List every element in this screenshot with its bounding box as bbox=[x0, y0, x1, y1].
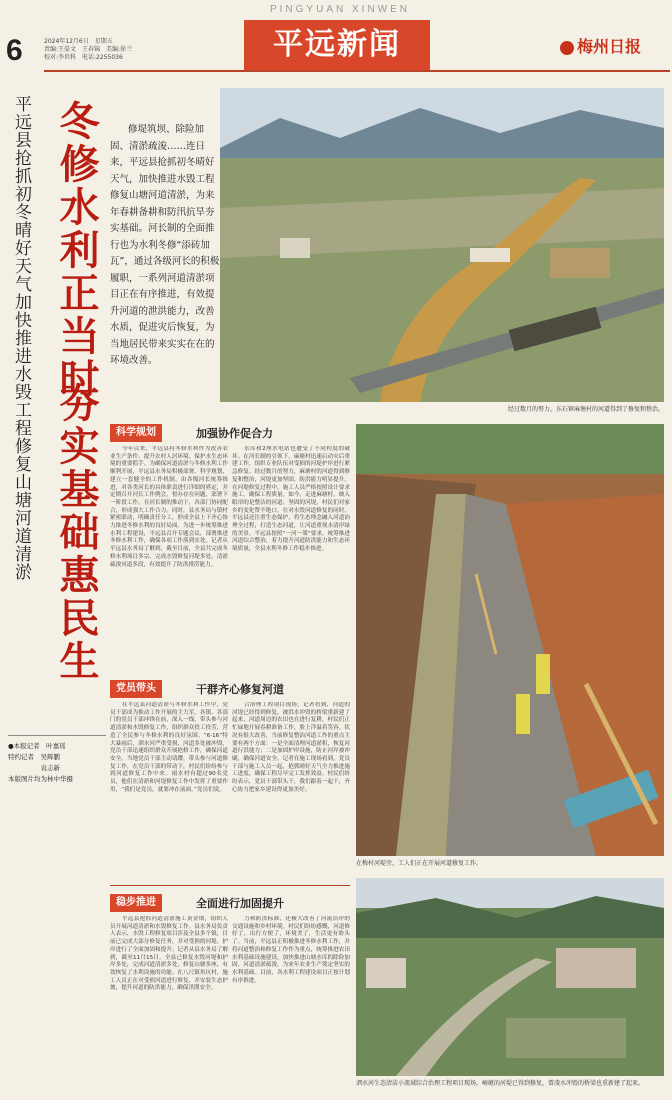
proof-line: 校对:李世科 电话:2255036 bbox=[44, 54, 123, 61]
riverbank-workers-image bbox=[356, 424, 664, 856]
middle-photo-caption: 在梅村河堤旁，工人们正在开展河道修复工作。 bbox=[356, 860, 483, 867]
masthead-rule bbox=[44, 70, 670, 72]
top-photo-river-aerial bbox=[220, 88, 664, 402]
lead-paragraph: 修堤筑坝、除险加固、清淤疏浚……连日来，平远县抢抓初冬晴好天气，加快推进水毁工程修复山塘河道清淤，为来年春耕备耕和防汛抗旱夯实基础。河长制的全面推行也为水利冬修“添砖加瓦”，通过各级河长的积极履职，一系列河道清淤项目正在有序推进，有效提升河道的泄洪能力，改善水质，促进灾后恢复，为当地居民带来实实在在的环境改善。 bbox=[110, 124, 220, 366]
byline-credits bbox=[8, 741, 106, 785]
section-tag: 稳步推进 bbox=[110, 894, 162, 912]
credit-line: 袁志新 bbox=[8, 764, 60, 772]
logo-text: 梅州日报 bbox=[577, 37, 642, 56]
section-3-column-2: 力和防洪标准，还极大改善了河流沿岸的交通设施和乡村环境。村民们纷纷感慨，河道修好了，出行方便了，环境美了，生活更有盼头了。当前，平远县正积极推进冬修水利工作，并将河道整治和修复工作作为重点，统筹推进农田水利基础设施建设，加快推进山塘水库的除险加固，河道清淤疏浚，为来年农业生产奠定坚实的水利基础。目前，各水利工程建设项目正按计划有序推进。 bbox=[232, 916, 350, 984]
date-line: 2024年12月6日 星期五 bbox=[44, 38, 113, 45]
section-divider bbox=[110, 885, 350, 886]
masthead-pinyin: PINGYUAN XINWEN bbox=[269, 4, 410, 15]
section-tag: 科学规划 bbox=[110, 424, 162, 442]
river-landscape-image bbox=[220, 88, 664, 402]
issue-meta bbox=[44, 38, 234, 62]
river-valley-image bbox=[356, 878, 664, 1076]
newspaper-logo bbox=[560, 34, 641, 57]
plum-blossom-icon bbox=[560, 41, 574, 55]
section-heading: 加强协作促合力 bbox=[196, 427, 273, 440]
section-1-column-2: 水库和2座水电站也遭受了不同程度的破坏。在河长制的引领下，麻塘村迅速启动灾后重建工作，组织专业队伍对受损的河堤护岸进行紧急修复。经过数月的努力，麻塘村的河道得到修复和整治，河堤更加坚固，防洪能力明显提升。在河堤修复过程中，施工人员严格按照设计要求施工，确保工程质量。如今，走进麻塘村，映入眼帘的是整洁的河道、坚固的河堤，村民们对家乡的变化赞不绝口。在对水毁河道修复的同时，平远县还注重生态保护，将生态理念融入河道治理全过程，打造生态河道，让河道重现水清岸绿的美景。平远县按照“一河一策”要求，统筹推进河道综合整治，着力提升河道防洪能力和生态环境质量，全县水利冬修工作稳步推进。 bbox=[232, 446, 350, 553]
bottom-photo-caption: 泗水河生态清洁小流域综合治理工程项目现场，崎岖的河堤已得到修复，曾凌水冲毁的桥梁也重新建了起来。 bbox=[356, 1080, 645, 1087]
section-3-column-1: 平远县抢抓河道清淤施工黄金期，组织人员开展河道清淤和水毁修复工作。县水务局负责人表示，水毁工程修复项目涉及全县多个镇，目前已完成大部分修复任务，并对受损的河堤、护岸进行了全面加固和提升。记者从县水务局了解到，截至11月15日，全县已修复水毁河堤和护岸多处，完成河道清淤多处，修复山塘多座，有效恢复了水利设施的功能。在八尺镇角坑村，施工人员正在对受损河道进行修复，并安装生态护坡，提升河道的防洪能力，确保汛期安全。 bbox=[110, 916, 228, 992]
headline-line-1: 冬修水利正当时 bbox=[53, 100, 100, 401]
credit-line: 本版图片均为林中华摄 bbox=[8, 775, 73, 783]
section-2-column-2: 合治理工程项目现场，记者看到，河道的河堤已经得到修复，被洪水冲毁的桥梁重新建了起来，河道周边的农田也在进行复耕，村民们正忙碌地开展春耕准备工作，脸上洋溢着笑容。状况有很大改善，当前修复整治河道工作的重点主要有两个方面：一是全面清理河道淤积，恢复河道行洪能力；二是加固护岸设施，防止河岸被冲刷，确保河道安全。记者在施工现场看到，党员干部与施工人员一起，抢抓晴好天气全力推进施工进度，确保工程尽早完工发挥效益。村民们纷纷表示，党员干部带头干，我们跟着一起干，齐心协力把家乡建设得更加美好。 bbox=[232, 702, 350, 793]
section-heading: 全面进行加固提升 bbox=[196, 897, 284, 910]
top-photo-caption: 经过数月的努力，东石镇麻塘村的河道得到了修复和整治。 bbox=[507, 406, 664, 413]
section-1-column-1: 今年以来，平远县将冬修水利作为改善农业生产条件、提升农村人居环境、保护水生态环境的重要抓手。为确保河道清淤与冬修水利工作顺利开展，平远县水务局积极部署，科学规划，建立一套健全的工作机制，由各级河长统筹推进，对各类河长的具体职责进行详细的界定，并定期召开河长工作例会，督办存在问题，部署下一阶段工作。在河长制的推动下，各部门协同配合，形成强大工作合力。同时，县水务局与镇村紧密联动，明确责任分工，形成全县上下齐心协力推进冬修水利的良好局面。为进一步统筹推进水利工程建设，平远县召开专题会议，部署推进冬修水利工作，确保各项工作落到实处。记者从平远县水务局了解到，截至目前，全县共完成冬修水利项目多宗，完成水毁修复河堤多处，清淤疏浚河道多段，有效提升了防洪排涝能力。 bbox=[110, 446, 228, 568]
bottom-photo-river-aerial bbox=[356, 878, 664, 1076]
credit-line: 特约记者 吴辉鹏 bbox=[8, 753, 60, 761]
editor-line: 责编:王晏文 王春锦 美编:徐兰 bbox=[44, 46, 133, 53]
page-number: 6 bbox=[6, 34, 23, 67]
section-heading: 干群齐心修复河道 bbox=[196, 683, 284, 696]
headline-subtitle: 平远县抢抓初冬晴好天气加快推进水毁工程修复山塘河道清淤 bbox=[11, 95, 31, 581]
section-tag: 党员带头 bbox=[110, 680, 162, 698]
headline-line-2: 夯实基础惠民生 bbox=[53, 382, 100, 683]
credits-divider bbox=[8, 735, 106, 736]
middle-photo-workers bbox=[356, 424, 664, 856]
section-2-column-1: 在平远县河道清淤与冬修水利工作中，党员干部成为推动工作开展的主力军。各镇、各部门的党员干部冲锋在前，深入一线，带头参与河道清淤和水毁修复工作，组织群众投工投劳，营造了全民参与冬修水利的良好氛围。“6·16”特大暴雨后，泗水河严重受损，河道多处被冲毁，党员干部迅速组织群众开展抢修工作，确保河道安全。当地党员干部主动请缨，带头参与河道修复工作，在党员干部的带动下，村民们纷纷参与到河道修复工作中来。雨水村有超过90名党员，他们在清淤和河堤修复工作中发挥了重要作用，“我们是党员，就要冲在前面。”党员们说。 bbox=[110, 702, 228, 793]
credit-line: ●本报记者 叶嘉瑶 bbox=[8, 742, 66, 750]
section-title-banner: 平远新闻 bbox=[244, 20, 430, 70]
